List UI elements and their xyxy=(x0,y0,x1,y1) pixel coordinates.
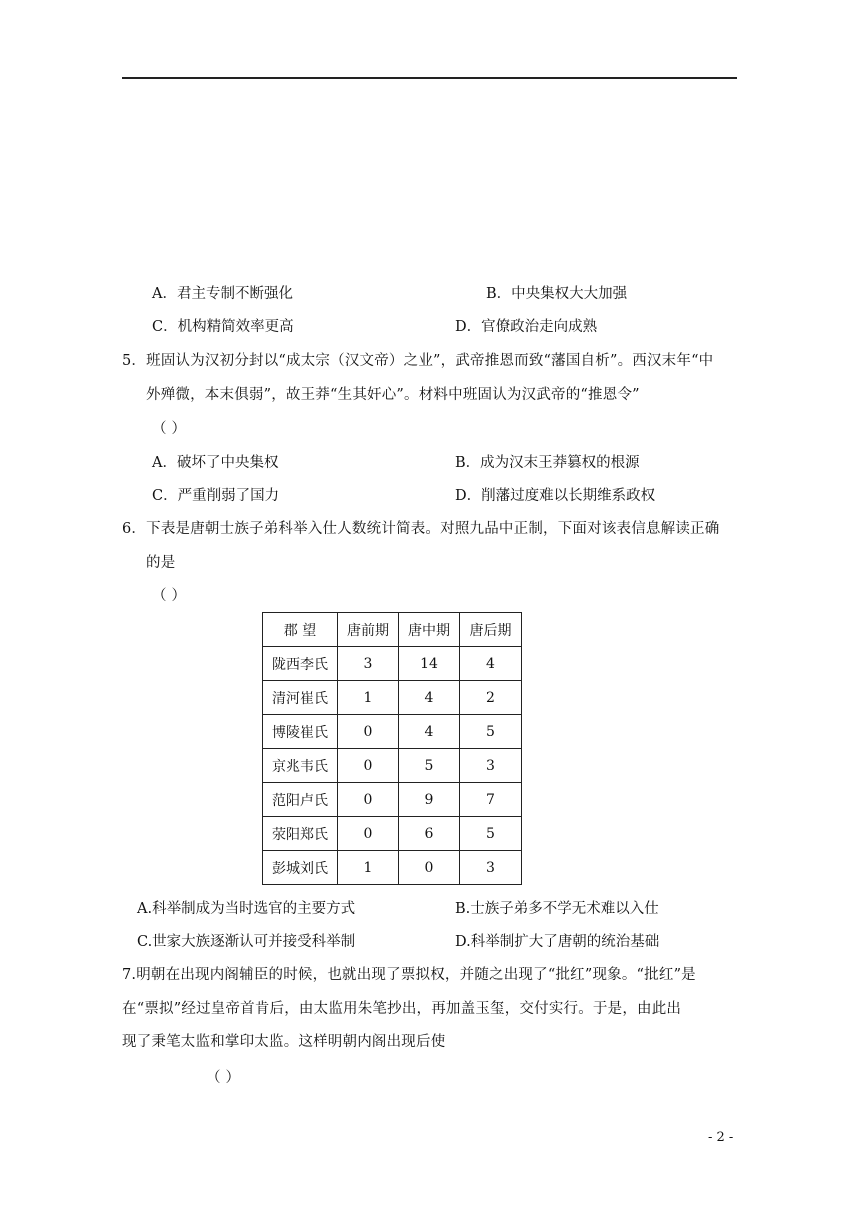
q7-answer-paren: （ ） xyxy=(206,1070,241,1086)
q7-stem-line3: 现了秉笔太监和掌印太监。这样明朝内阁出现后使 xyxy=(122,1034,446,1050)
table-cell: 4 xyxy=(460,647,522,681)
q6-option-d: D.科举制扩大了唐朝的统治基础 xyxy=(455,934,660,950)
table-cell: 0 xyxy=(399,851,460,885)
table-row xyxy=(263,681,522,715)
table-cell: 3 xyxy=(460,749,522,783)
q5-option-b: B．成为汉末王莽篡权的根源 xyxy=(455,455,640,471)
table-cell: 2 xyxy=(460,681,522,715)
table-row xyxy=(263,749,522,783)
clan-statistics-table xyxy=(262,612,522,885)
q4-option-b: B．中央集权大大加强 xyxy=(486,286,628,302)
q7-stem-line2: 在“票拟”经过皇帝首肯后，由太监用朱笔抄出，再加盖玉玺，交付实行。于是，由此出 xyxy=(122,1001,682,1017)
table-cell: 5 xyxy=(460,715,522,749)
q6-option-c: C.世家大族逐渐认可并接受科举制 xyxy=(137,934,356,950)
q6-stem-line2: 的是 xyxy=(146,555,176,571)
table-row xyxy=(263,715,522,749)
q4-option-d: D．官僚政治走向成熟 xyxy=(455,319,598,335)
table-cell: 范阳卢氏 xyxy=(263,783,338,817)
q5-option-a: A．破坏了中央集权 xyxy=(152,455,279,471)
q5-stem-line1: 5．班固认为汉初分封以“成太宗（汉文帝）之业”，武帝推恩而致“藩国自析”。西汉末年“中 xyxy=(122,353,714,369)
q6-option-b: B.士族子弟多不学无术难以入仕 xyxy=(455,901,659,917)
table-cell: 9 xyxy=(399,783,460,817)
table-cell: 1 xyxy=(338,851,399,885)
header-rule xyxy=(122,77,737,79)
page-number: - 2 - xyxy=(708,1130,734,1145)
table-cell: 5 xyxy=(399,749,460,783)
table-cell: 0 xyxy=(338,749,399,783)
table-row xyxy=(263,783,522,817)
table-cell: 0 xyxy=(338,783,399,817)
table-cell: 7 xyxy=(460,783,522,817)
table-cell: 京兆韦氏 xyxy=(263,749,338,783)
q5-option-d: D．削藩过度难以长期维系政权 xyxy=(455,488,656,504)
table-cell: 14 xyxy=(399,647,460,681)
table-cell: 4 xyxy=(399,715,460,749)
table-cell: 3 xyxy=(460,851,522,885)
q4-option-c: C．机构精简效率更高 xyxy=(152,319,294,335)
table-header-cell: 唐前期 xyxy=(338,613,399,647)
table-cell: 4 xyxy=(399,681,460,715)
q5-answer-paren: （ ） xyxy=(152,421,187,437)
table-cell: 0 xyxy=(338,715,399,749)
table-cell: 1 xyxy=(338,681,399,715)
q6-option-a: A.科举制成为当时选官的主要方式 xyxy=(137,901,356,917)
table-cell: 清河崔氏 xyxy=(263,681,338,715)
table-cell: 荥阳郑氏 xyxy=(263,817,338,851)
q7-stem-line1: 7.明朝在出现内阁辅臣的时候，也就出现了票拟权，并随之出现了“批红”现象。“批红”是 xyxy=(122,967,696,983)
table-row xyxy=(263,851,522,885)
table-cell: 3 xyxy=(338,647,399,681)
table-cell: 5 xyxy=(460,817,522,851)
table-cell: 彭城刘氏 xyxy=(263,851,338,885)
table-header-row xyxy=(263,613,522,647)
q5-option-c: C．严重削弱了国力 xyxy=(152,488,280,504)
table-cell: 陇西李氏 xyxy=(263,647,338,681)
table-cell: 0 xyxy=(338,817,399,851)
q6-stem-line1: 6．下表是唐朝士族子弟科举入仕人数统计简表。对照九品中正制，下面对该表信息解读正确 xyxy=(122,521,720,537)
table-cell: 6 xyxy=(399,817,460,851)
table-header-cell: 唐中期 xyxy=(399,613,460,647)
q5-stem-line2: 外殚微，本末俱弱”，故王莽“生其奸心”。材料中班固认为汉武帝的“推恩令” xyxy=(146,387,640,403)
table-row xyxy=(263,817,522,851)
table-cell: 博陵崔氏 xyxy=(263,715,338,749)
q4-option-a: A．君主专制不断强化 xyxy=(152,286,293,302)
q6-answer-paren: （ ） xyxy=(152,588,187,604)
table-row xyxy=(263,647,522,681)
table-header-cell: 唐后期 xyxy=(460,613,522,647)
table-header-cell: 郡 望 xyxy=(263,613,338,647)
